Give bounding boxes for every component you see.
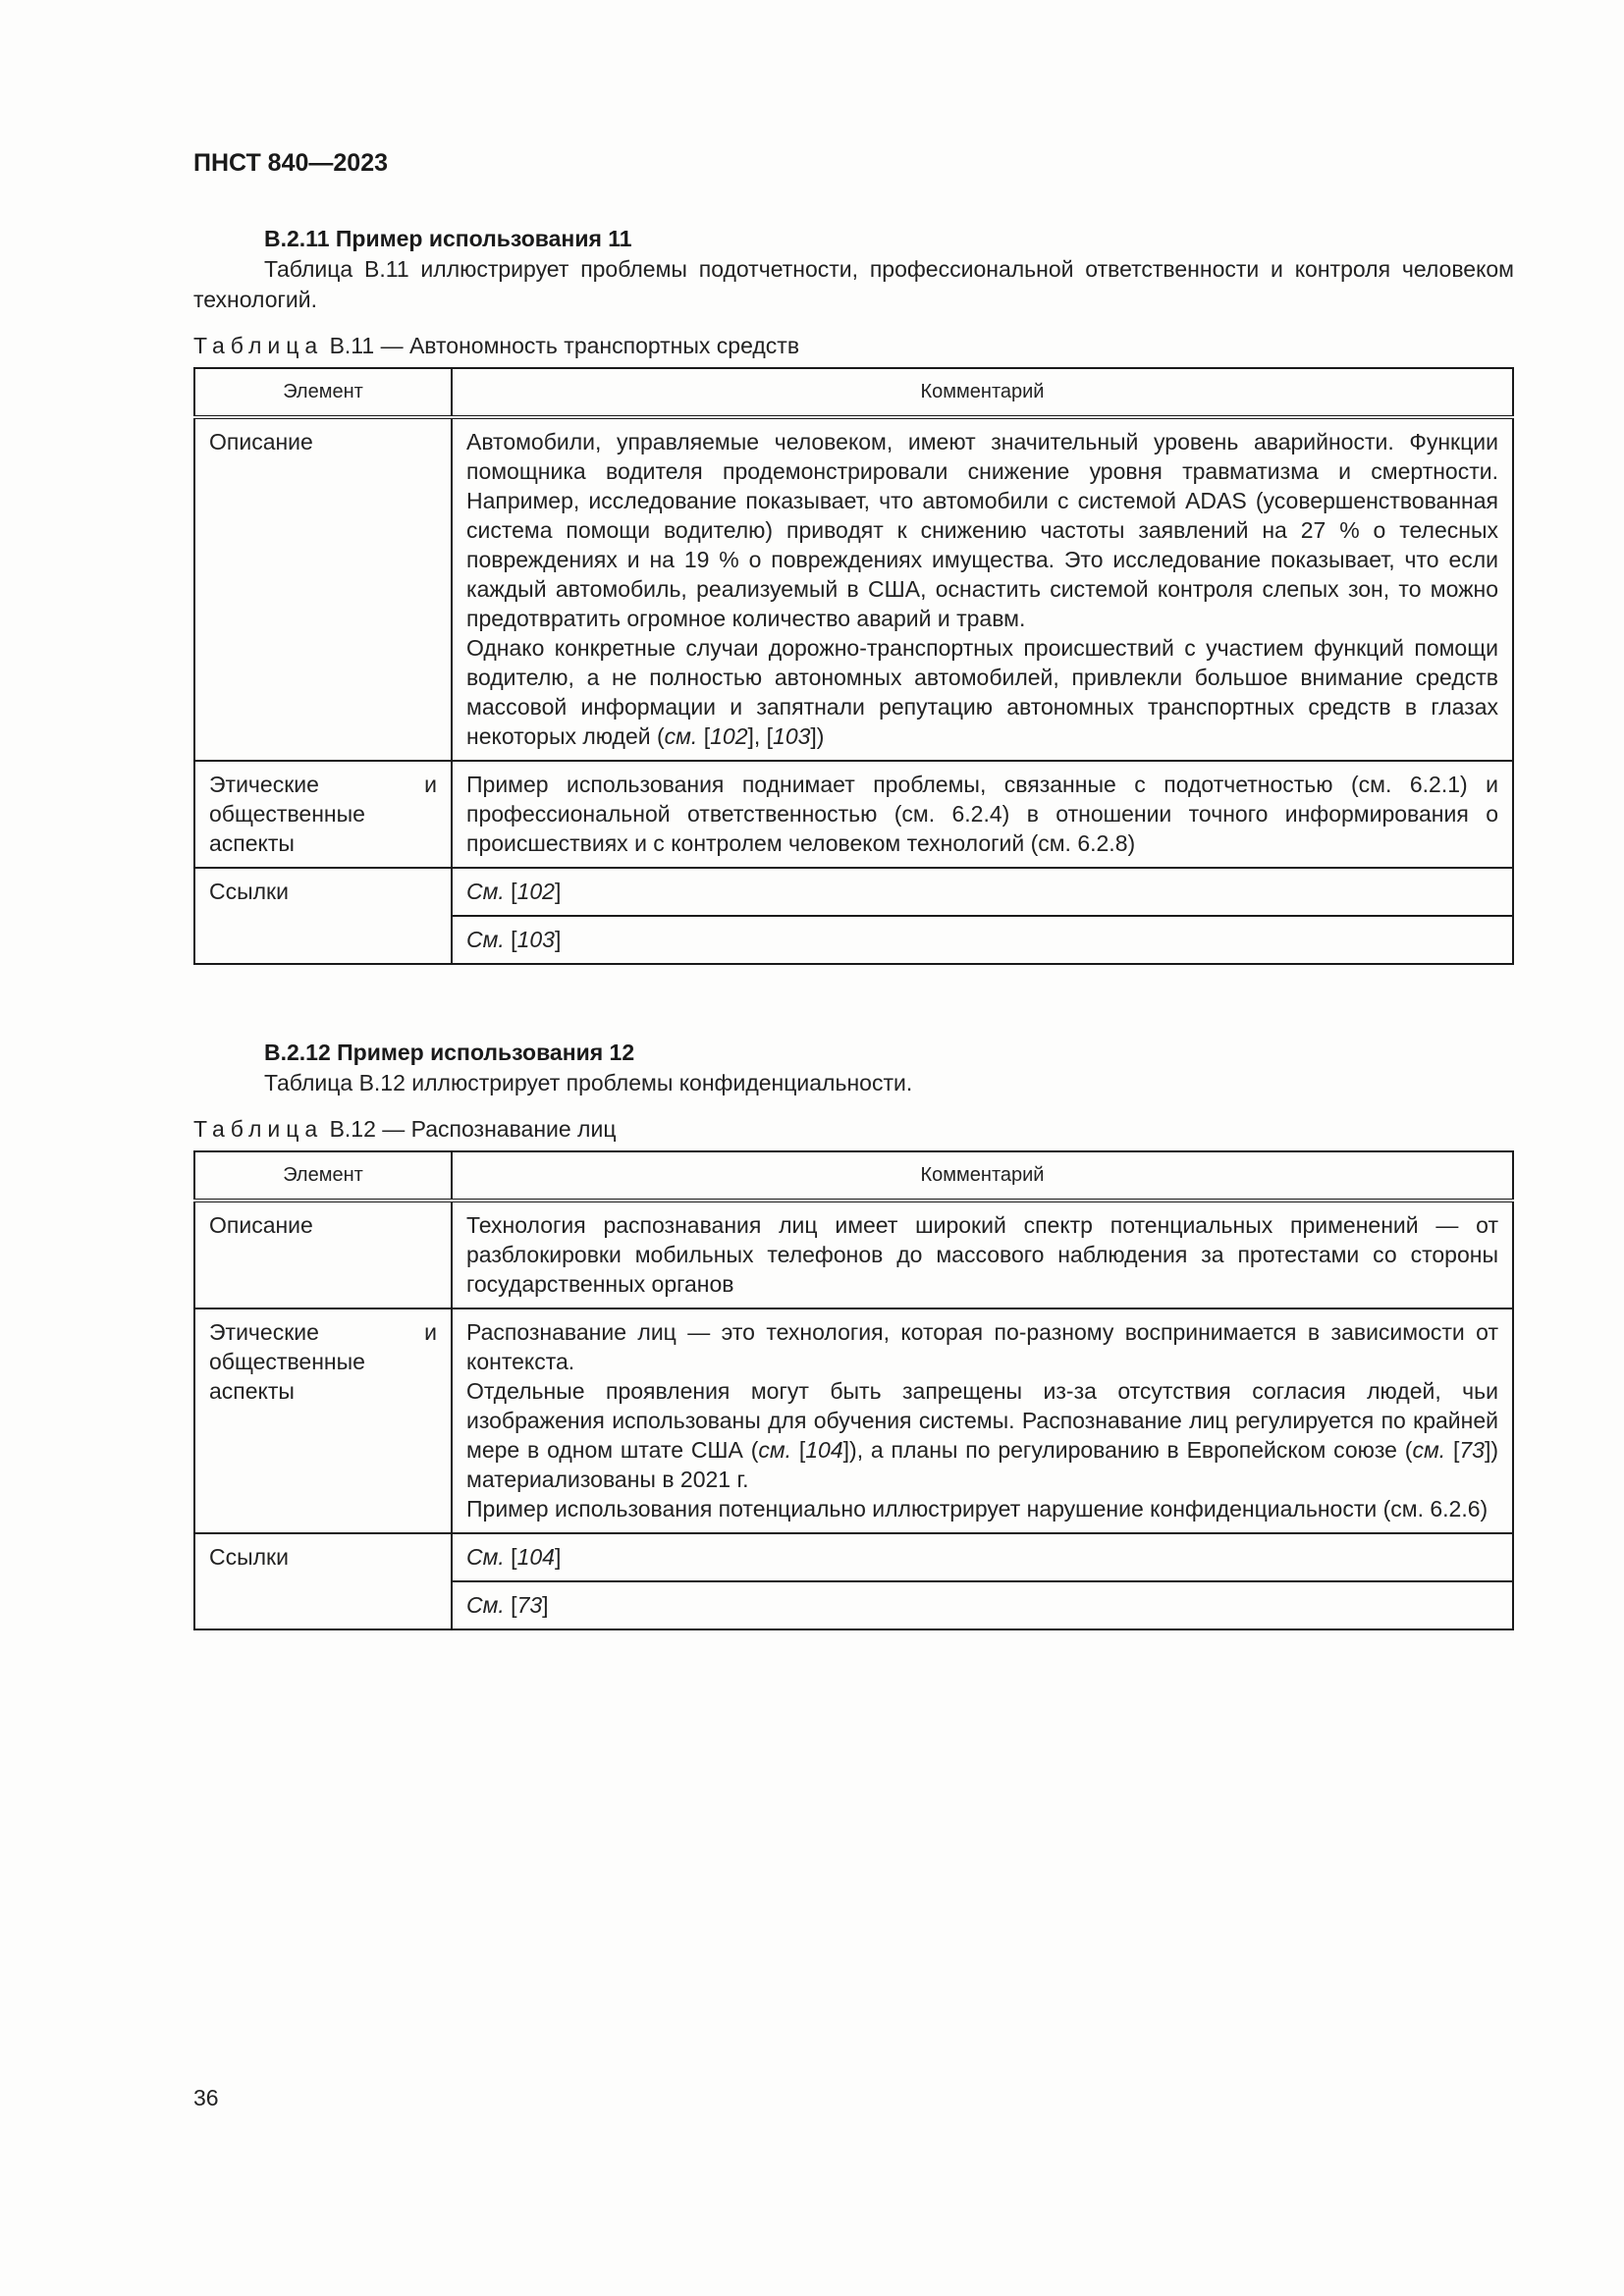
section-b-2-11 <box>193 224 1514 965</box>
see-word: См. <box>466 1544 505 1570</box>
table-row <box>194 1308 1513 1533</box>
reference-number: 104 <box>805 1437 843 1463</box>
comment-paragraph: Распознавание лиц — это технология, которая по-разному воспринимается в зависимости от контекста. <box>466 1319 1498 1374</box>
row-label: Описание <box>194 1201 452 1308</box>
reference-number: 73 <box>1459 1437 1485 1463</box>
section-intro: Таблица В.11 иллюстрирует проблемы подотчетности, профессиональной ответственности и контроля человеком технологий. <box>193 256 1514 312</box>
table-caption <box>193 331 1514 361</box>
row-label: Этические и общественные аспекты <box>194 1308 452 1533</box>
see-word: см. <box>1412 1437 1446 1463</box>
section-b-2-12 <box>193 1038 1514 1630</box>
header-comment: Комментарий <box>452 1151 1513 1201</box>
table-row <box>194 1533 1513 1581</box>
table-row <box>194 417 1513 761</box>
row-comment: Пример использования поднимает проблемы, связанные с подотчетностью (см. 6.2.1) и профессиональной ответственностью (см. 6.2.4) в отношении точного информирования о происшествиях и с контролем человеком технологий (см. 6.2.8) <box>452 761 1513 868</box>
table-row <box>194 1201 1513 1308</box>
see-word: См. <box>466 879 505 904</box>
comment-paragraph: Однако конкретные случаи дорожно-транспортных происшествий с участием функций помощи водителю, а не полностью автономных автомобилей, привлекли большое внимание средств массовой информации и запятнали репутацию автономных транспортных средств в глазах некоторых людей (см. [102], [103]) <box>466 635 1498 749</box>
row-label: Ссылки <box>194 868 452 964</box>
comment-paragraph: Пример использования потенциально иллюстрирует нарушение конфиденциальности (см. 6.2.6) <box>466 1496 1489 1522</box>
see-word: См. <box>466 927 505 952</box>
row-label: Этические и общественные аспекты <box>194 761 452 868</box>
see-word: см. <box>664 723 698 749</box>
reference-number: 103 <box>773 723 811 749</box>
table-row <box>194 868 1513 916</box>
row-label: Описание <box>194 417 452 761</box>
table-caption <box>193 1114 1514 1145</box>
header-comment: Комментарий <box>452 368 1513 417</box>
see-word: см. <box>758 1437 792 1463</box>
row-label: Ссылки <box>194 1533 452 1629</box>
row-comment <box>452 417 1513 761</box>
row-comment <box>452 1308 1513 1533</box>
page-number: 36 <box>193 2085 219 2110</box>
reference-number: 102 <box>710 723 748 749</box>
see-word: См. <box>466 1592 505 1618</box>
header-element: Элемент <box>194 368 452 417</box>
comment-text: Отдельные проявления могут быть запрещены из-за отсутствия согласия людей, чьи изображения использованы для обучения системы. Распознавание лиц регулируется по крайней мере в одном штате США ( <box>466 1378 1498 1463</box>
row-comment: Технология распознавания лиц имеет широкий спектр потенциальных применений — от разблокировки мобильных телефонов до массового наблюдения за протестами со стороны государственных органов <box>452 1201 1513 1308</box>
reference-cell: См. [104] <box>452 1533 1513 1581</box>
comment-paragraph: Автомобили, управляемые человеком, имеют значительный уровень аварийности. Функции помощника водителя продемонстрировали снижение уровня травматизма и смертности. Например, исследование показывает, что автомобили с системой ADAS (усовершенствованная система помощи водителю) приводят к снижению частоты заявлений на 27 % о телесных повреждениях и на 19 % о повреждениях имущества. Это исследование показывает, что если каждый автомобиль, реализуемый в США, оснастить системой контроля слепых зон, то можно предотвратить огромное количество аварий и травм. <box>466 429 1498 631</box>
comment-text: Однако конкретные случаи дорожно-транспортных происшествий с участием функций помощи водителю, а не полностью автономных автомобилей, привлекли большое внимание средств массовой информации и запятнали репутацию автономных транспортных средств в глазах некоторых людей ( <box>466 635 1498 749</box>
reference-number: 104 <box>516 1544 555 1570</box>
table-b-11 <box>193 367 1514 965</box>
comment-paragraph: Отдельные проявления могут быть запрещены из-за отсутствия согласия людей, чьи изображения использованы для обучения системы. Распознавание лиц регулируется по крайней мере в одном штате США (см. [104]), а планы по регулированию в Европейском союзе (см. [73]) материализованы в 2021 г. <box>466 1378 1499 1492</box>
reference-cell: См. [73] <box>452 1581 1513 1629</box>
caption-word: Таблица <box>193 333 324 358</box>
section-title: В.2.12 Пример использования 12 <box>264 1040 635 1065</box>
caption-text: В.11 — Автономность транспортных средств <box>329 333 800 358</box>
reference-number: 102 <box>516 879 555 904</box>
table-header-row <box>194 368 1513 417</box>
comment-text: ]) материализованы в 2021 г. <box>466 1437 1499 1492</box>
reference-cell: См. [103] <box>452 916 1513 964</box>
table-header-row <box>194 1151 1513 1201</box>
comment-text: ), а планы по регулированию в Европейском союзе ( <box>849 1437 1413 1463</box>
document-id: ПНСТ 840—2023 <box>193 149 388 177</box>
table-b-12 <box>193 1150 1514 1630</box>
reference-number: 103 <box>516 927 555 952</box>
section-intro: Таблица В.12 иллюстрирует проблемы конфиденциальности. <box>264 1070 913 1095</box>
table-row <box>194 761 1513 868</box>
caption-text: В.12 — Распознавание лиц <box>329 1116 617 1142</box>
section-title: В.2.11 Пример использования 11 <box>264 226 632 251</box>
header-element: Элемент <box>194 1151 452 1201</box>
caption-word: Таблица <box>193 1116 324 1142</box>
reference-cell: См. [102] <box>452 868 1513 916</box>
reference-number: 73 <box>516 1592 543 1618</box>
